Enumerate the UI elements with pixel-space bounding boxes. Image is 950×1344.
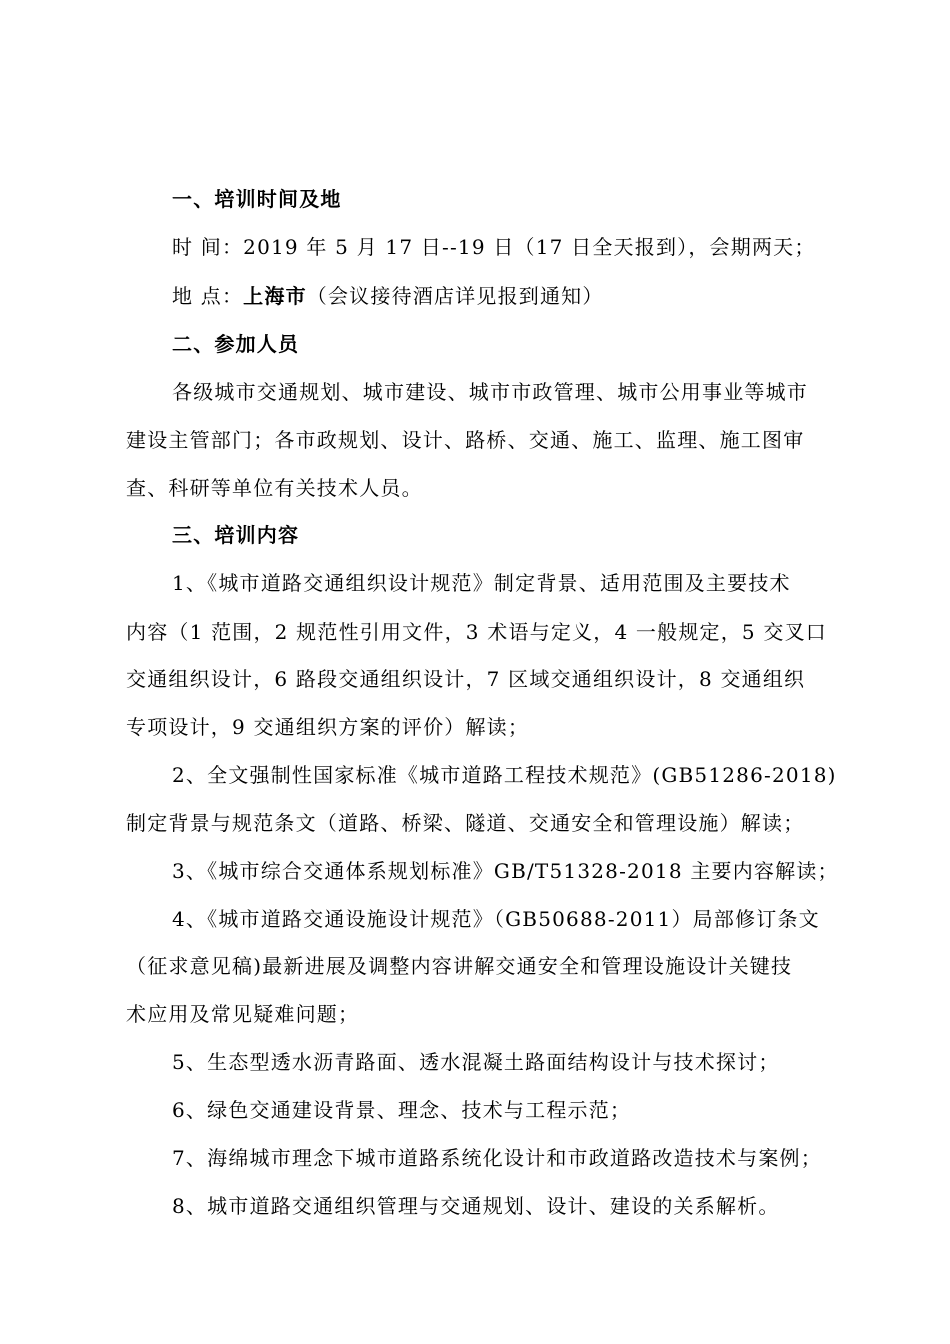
- item1-line-4: 专项设计，9 交通组织方案的评价）解读；: [126, 715, 530, 739]
- item1-line-1: 1、《城市道路交通组织设计规范》制定背景、适用范围及主要技术: [172, 571, 791, 595]
- item2-line-1: 2、全文强制性国家标准《城市道路工程技术规范》(GB51286-2018): [172, 763, 837, 787]
- item4-line-2: （征求意见稿)最新进展及调整内容讲解交通安全和管理设施设计关键技: [126, 954, 793, 978]
- participants-line-2: 建设主管部门；各市政规划、设计、路桥、交通、施工、监理、施工图审: [126, 428, 805, 452]
- place-label: 地 点：: [172, 284, 244, 308]
- item1-line-3: 交通组织设计，6 路段交通组织设计，7 区域交通组织设计，8 交通组织: [126, 667, 806, 691]
- participants-line-3: 查、科研等单位有关技术人员。: [126, 476, 423, 500]
- section1-heading: 一、培训时间及地: [172, 187, 342, 211]
- section3-heading: 三、培训内容: [172, 523, 300, 547]
- place-line: [172, 283, 836, 309]
- item1-line-2: 内容（1 范围，2 规范性引用文件，3 术语与定义，4 一般规定，5 交叉口: [126, 620, 828, 644]
- item6-line: 6、绿色交通建设背景、理念、技术与工程示范；: [172, 1098, 632, 1122]
- item8-line: 8、城市道路交通组织管理与交通规划、设计、建设的关系解析。: [172, 1194, 780, 1218]
- section2-heading: 二、参加人员: [172, 332, 300, 356]
- participants-line-1: 各级城市交通规划、城市建设、城市市政管理、城市公用事业等城市: [172, 380, 808, 404]
- item4-line-1: 4、《城市道路交通设施设计规范》（GB50688-2011）局部修订条文: [172, 907, 820, 931]
- item4-line-3: 术应用及常见疑难问题；: [126, 1002, 360, 1026]
- item3-line: 3、《城市综合交通体系规划标准》GB/T51328-2018 主要内容解读；: [172, 859, 839, 883]
- item2-line-2: 制定背景与规范条文（道路、桥梁、隧道、交通安全和管理设施）解读；: [126, 811, 805, 835]
- place-city: 上海市: [243, 284, 307, 308]
- place-note: （会议接待酒店详见报到通知）: [306, 284, 604, 308]
- item5-line: 5、生态型透水沥青路面、透水混凝土路面结构设计与技术探讨；: [172, 1050, 780, 1074]
- item7-line: 7、海绵城市理念下城市道路系统化设计和市政道路改造技术与案例；: [172, 1146, 822, 1170]
- time-line: 时 间：2019 年 5 月 17 日--19 日（17 日全天报到），会期两天；: [172, 235, 816, 259]
